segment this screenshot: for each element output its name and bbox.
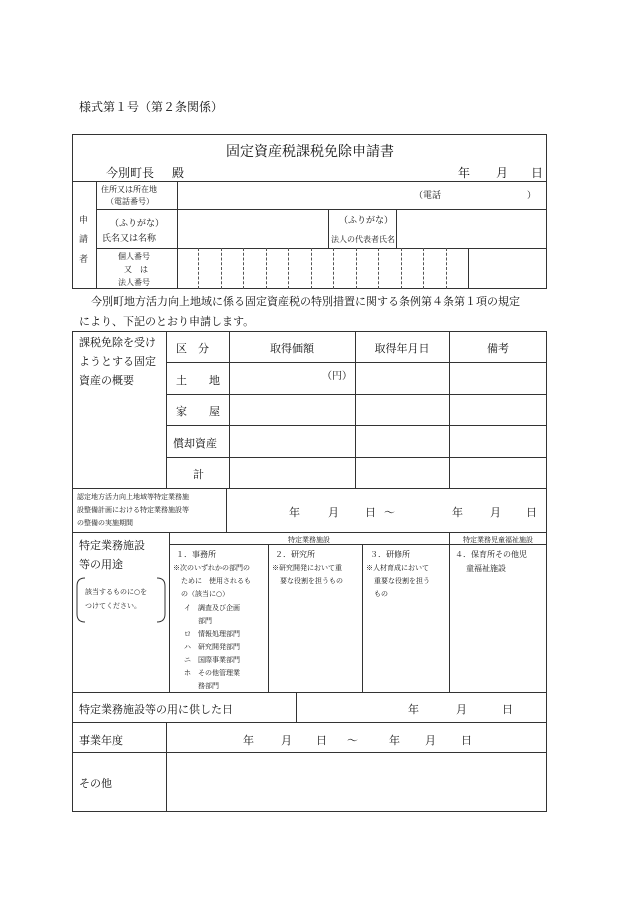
period-label-3: の整備の実施期間 (77, 519, 133, 527)
usage-training-line-2: 重要な役割を担う (374, 577, 430, 585)
usage-label-1: 特定業務施設 (79, 539, 145, 552)
usage-header-b: 特定業務児童福祉施設 (463, 536, 533, 544)
rep-furigana-label: （ふりがな） (339, 216, 394, 226)
id-digit-cell[interactable] (379, 248, 401, 289)
id-digit-cell[interactable] (334, 248, 356, 289)
id-digit-cell[interactable] (244, 248, 266, 289)
id-digit-cell[interactable] (447, 248, 469, 289)
period-start-month: 月 (328, 506, 339, 519)
land-remarks-field[interactable] (450, 363, 546, 393)
usage-note-2: つけてください。 (85, 602, 141, 610)
id-digit-cell[interactable] (199, 248, 221, 289)
land-date-field[interactable] (356, 363, 449, 393)
id-digit-cell[interactable] (357, 248, 379, 289)
asset-row-total: 計 (193, 468, 204, 481)
depreciable-remarks-field[interactable] (450, 426, 546, 456)
usage-childcare[interactable]: ４．保育所その他児 (455, 550, 527, 559)
fiscal-start-month: 月 (281, 734, 292, 747)
fiscal-end-month: 月 (425, 734, 436, 747)
id-digit-cell[interactable] (222, 248, 244, 289)
total-remarks-field[interactable] (450, 458, 546, 487)
usage-lab[interactable]: ２．研究所 (275, 550, 315, 559)
period-label-1: 認定地方活力向上地域等特定業務施 (77, 493, 189, 501)
applicant-section-char-2: 請 (79, 235, 89, 245)
asset-price-unit: （円） (322, 371, 352, 382)
phone-close: ） (527, 191, 537, 201)
usage-office-line-2: ために 使用されるも (181, 577, 251, 585)
usage-childcare-line-1: 童福祉施設 (466, 564, 506, 573)
name-furigana-label: （ふりがな） (110, 219, 165, 229)
asset-label-3: 資産の概要 (79, 374, 134, 387)
rep-name-field[interactable] (397, 210, 546, 247)
total-date-field[interactable] (356, 458, 449, 487)
fiscal-end-day: 日 (461, 734, 472, 747)
date-month-label: 月 (496, 166, 509, 180)
land-price-field[interactable] (230, 363, 355, 393)
date-day-label: 日 (531, 166, 544, 180)
applicant-section-char-3: 者 (79, 255, 89, 265)
asset-header-remarks: 備考 (487, 342, 509, 355)
usage-lab-line-2: 要な役割を担うもの (280, 577, 343, 585)
name-field[interactable] (178, 210, 327, 247)
period-tilde: ～ (384, 506, 395, 519)
depreciable-price-field[interactable] (230, 426, 355, 456)
fiscal-end-year: 年 (389, 734, 400, 747)
phone-label: （電話 (414, 191, 442, 201)
honorific: 殿 (172, 166, 185, 180)
id-label-1: 個人番号 (118, 252, 150, 261)
id-digit-cell[interactable] (312, 248, 334, 289)
address-phone-label: （電話番号） (106, 197, 154, 206)
office-dept-planning[interactable]: イ 調査及び企画 (184, 604, 240, 612)
rep-name-label: 法人の代表者氏名 (331, 235, 395, 244)
id-digit-cell[interactable] (402, 248, 424, 289)
period-label-2: 設整備計画における特定業務施設等 (77, 506, 189, 514)
office-dept-other-cont: 務部門 (184, 682, 219, 690)
used-date-day: 日 (502, 703, 513, 716)
asset-label-1: 課税免除を受け (79, 336, 156, 349)
period-start-day: 日 (365, 506, 376, 519)
id-label-2: 又 は (124, 265, 148, 274)
office-dept-international[interactable]: ニ 国際事業部門 (184, 656, 240, 664)
name-label: 氏名又は名称 (102, 234, 157, 244)
address-field[interactable] (178, 182, 546, 208)
period-end-year: 年 (452, 506, 463, 519)
depreciable-date-field[interactable] (356, 426, 449, 456)
other-label: その他 (79, 777, 112, 790)
asset-header-category: 区 分 (176, 342, 209, 355)
office-dept-planning-cont: 部門 (184, 617, 212, 625)
period-end-month: 月 (490, 506, 501, 519)
fiscal-start-year: 年 (243, 734, 254, 747)
intro-line-2: により、下記のとおり申請します。 (79, 315, 255, 328)
usage-header-a: 特定業務施設 (288, 536, 330, 544)
asset-header-date: 取得年月日 (374, 342, 430, 355)
building-remarks-field[interactable] (450, 395, 546, 425)
address-label: 住所又は所在地 (101, 185, 157, 194)
intro-line-1: 今別町地方活力向上地域に係る固定資産税の特別措置に関する条例第４条第１項の規定 (91, 295, 520, 308)
date-year-label: 年 (458, 166, 471, 180)
building-price-field[interactable] (230, 395, 355, 425)
id-label-3: 法人番号 (118, 278, 150, 287)
usage-training[interactable]: ３．研修所 (370, 550, 410, 559)
usage-label-2: 等の用途 (79, 558, 123, 571)
usage-training-line-3: もの (374, 590, 388, 598)
form-title: 固定資産税課税免除申請書 (226, 144, 394, 160)
asset-row-land: 土 地 (176, 374, 220, 387)
id-digit-cell[interactable] (267, 248, 289, 289)
id-digit-cell[interactable] (177, 248, 199, 289)
usage-office-line-1: ※次のいずれかの部門の (173, 564, 250, 572)
office-dept-it[interactable]: ロ 情報処理部門 (184, 630, 240, 638)
period-start-year: 年 (289, 506, 300, 519)
building-date-field[interactable] (356, 395, 449, 425)
usage-training-line-1: ※人材育成において (366, 564, 429, 572)
note-bracket (75, 576, 167, 624)
addressee: 今別町長 (106, 166, 155, 180)
usage-note-1: 該当するものに○を (85, 588, 148, 596)
id-digit-cell[interactable] (424, 248, 446, 289)
applicant-section-char-1: 申 (79, 216, 89, 226)
fiscal-tilde: ～ (347, 734, 358, 747)
used-date-label: 特定業務施設等の用に供した日 (79, 703, 233, 716)
other-field[interactable] (167, 753, 546, 811)
usage-lab-line-1: ※研究開発において重 (272, 564, 342, 572)
asset-label-2: ようとする固定 (79, 355, 156, 368)
form-number-label: 様式第１号（第２条関係） (79, 100, 224, 114)
asset-row-building: 家 屋 (176, 405, 220, 418)
total-price-field[interactable] (230, 458, 355, 487)
id-digit-cell[interactable] (289, 248, 311, 289)
asset-header-price: 取得価額 (270, 342, 314, 355)
office-dept-rd[interactable]: ハ 研究開発部門 (184, 643, 240, 651)
office-dept-other[interactable]: ホ その他管理業 (184, 669, 240, 677)
fiscal-year-label: 事業年度 (79, 734, 123, 747)
usage-office[interactable]: １．事務所 (176, 550, 216, 559)
used-date-year: 年 (408, 703, 419, 716)
fiscal-start-day: 日 (316, 734, 327, 747)
usage-office-line-3: の（該当に○） (181, 590, 230, 598)
asset-row-depreciable: 償却資産 (173, 437, 217, 450)
period-end-day: 日 (526, 506, 537, 519)
used-date-month: 月 (456, 703, 467, 716)
